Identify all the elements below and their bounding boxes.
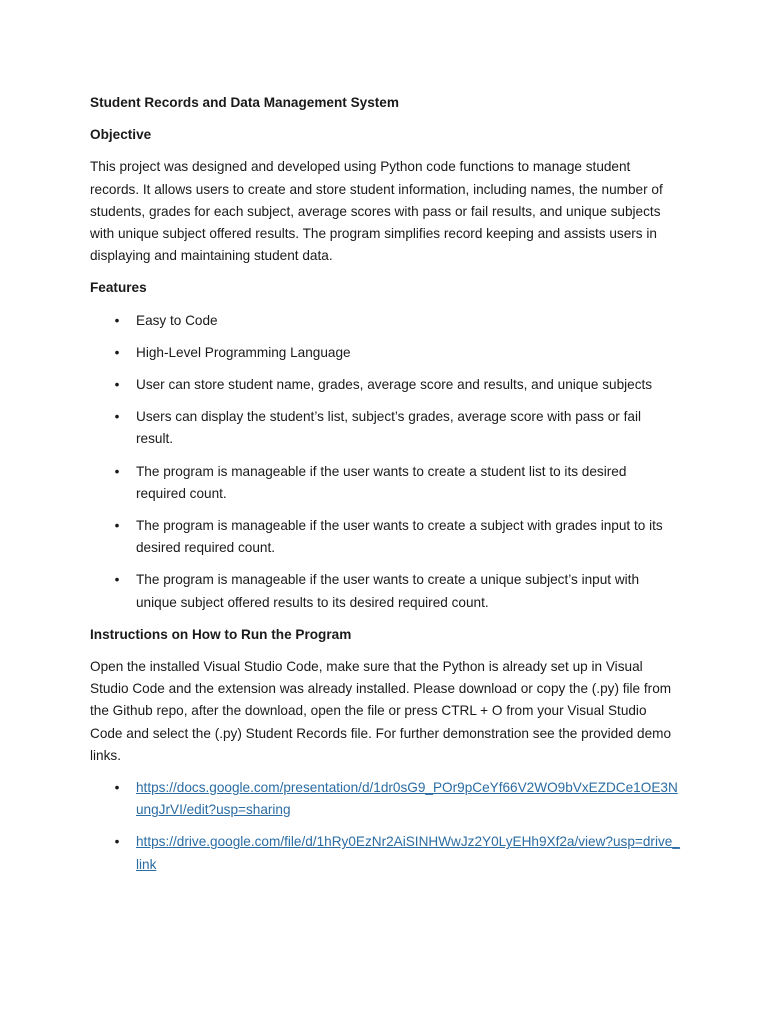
list-item [90, 569, 680, 613]
objective-heading: Objective [90, 127, 152, 143]
list-item [90, 777, 680, 821]
list-item [90, 406, 680, 450]
bullet-icon: • [114, 312, 120, 328]
bullet-icon: • [114, 463, 120, 479]
bullet-icon: • [114, 377, 120, 393]
bullet-icon: • [114, 409, 120, 425]
demo-link-presentation[interactable]: https://docs.google.com/presentation/d/1dr0sG9_POr9pCeYf66V2WO9bVxEZDCe1OE3NungJrVI/edit?usp=sharing [136, 780, 678, 818]
feature-text: Easy to Code [136, 312, 218, 328]
list-item [90, 342, 680, 364]
features-heading: Features [90, 280, 147, 296]
instructions-paragraph: Open the installed Visual Studio Code, make sure that the Python is already set up in Visual Studio Code and the extension was already installed. Please download or copy the (.py) file from the Github repo, after the download, open the file or press CTRL + O from your Visual Studio Code and select the (.py) Student Records file. For further demonstration see the provided demo links. [90, 659, 672, 763]
list-item [90, 831, 680, 875]
feature-text: The program is manageable if the user wants to create a unique subject’s input with unique subject offered results to its desired required count. [136, 572, 640, 610]
demo-link-video[interactable]: https://drive.google.com/file/d/1hRy0EzNr2AiSINHWwJz2Y0LyEHh9Xf2a/view?usp=drive_link [136, 834, 680, 872]
list-item [90, 374, 680, 396]
list-item [90, 461, 680, 505]
document-title: Student Records and Data Management System [90, 95, 399, 110]
list-item [90, 515, 680, 559]
objective-paragraph: This project was designed and developed using Python code functions to manage student records. It allows users to create and store student information, including names, the number of students, grades for each subject, average scores with pass or fail results, and unique subjects with unique subject offered results. The program simplifies record keeping and assists users in displaying and maintaining student data. [90, 159, 663, 264]
demo-links-list [90, 777, 680, 876]
bullet-icon: • [114, 834, 120, 850]
features-list [90, 310, 680, 614]
feature-text: Users can display the student’s list, subject’s grades, average score with pass or fail result. [136, 409, 641, 447]
feature-text: The program is manageable if the user wants to create a subject with grades input to its desired required count. [136, 518, 663, 556]
bullet-icon: • [114, 344, 120, 360]
bullet-icon: • [114, 518, 120, 534]
bullet-icon: • [114, 572, 120, 588]
feature-text: The program is manageable if the user wants to create a student list to its desired required count. [136, 463, 627, 501]
instructions-heading: Instructions on How to Run the Program [90, 626, 352, 642]
list-item [90, 310, 680, 332]
document-page [90, 92, 680, 886]
bullet-icon: • [114, 780, 120, 796]
feature-text: High-Level Programming Language [136, 344, 351, 360]
feature-text: User can store student name, grades, average score and results, and unique subjects [136, 377, 653, 393]
